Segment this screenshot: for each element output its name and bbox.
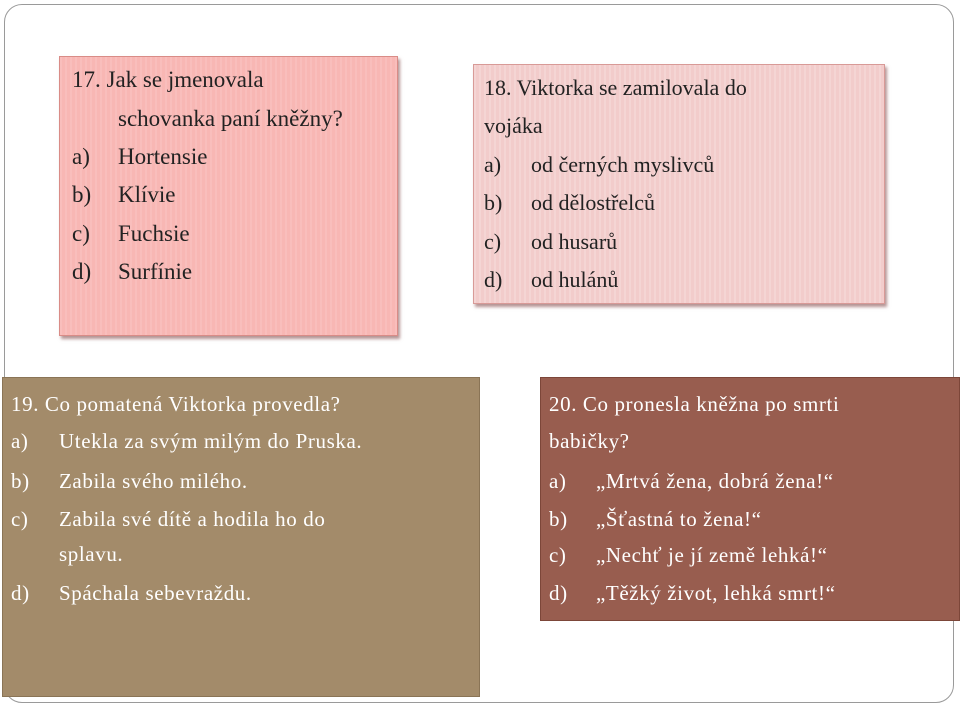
option-letter: a) [72,144,90,169]
option-text: Zabila svého milého. [59,469,248,493]
question-17-line-2: schovanka paní kněžny? [118,106,343,131]
option-letter: c) [484,229,502,254]
option-letter: b) [549,507,568,531]
option-letter: a) [484,152,502,177]
option-letter: c) [549,543,567,567]
option-letter: d) [11,581,30,605]
option-text: „Mrtvá žena, dobrá žena!“ [596,469,834,493]
question-card-19 [2,377,480,697]
option-letter: d) [484,267,503,292]
option-text: Surfínie [118,259,193,284]
question-17-line-1: 17. Jak se jmenovala [72,67,264,92]
option-letter: b) [72,182,92,207]
question-20-line-1: 20. Co pronesla kněžna po smrti [549,392,840,416]
option-text: od husarů [531,229,618,254]
option-letter: a) [549,469,567,493]
option-text: splavu. [59,542,124,566]
option-letter: d) [72,259,92,284]
option-text: Hortensie [118,144,208,169]
option-text: Zabila své dítě a hodila ho do [59,507,326,531]
option-text: Klívie [118,182,176,207]
option-text: Utekla za svým milým do Pruska. [59,429,363,453]
option-text: od hulánů [531,267,619,292]
question-18-line-1: 18. Viktorka se zamilovala do [484,75,747,100]
question-card-20 [540,377,960,621]
option-text: Fuchsie [118,221,190,246]
option-text: „Nechť je jí země lehká!“ [596,543,828,567]
option-letter: d) [549,581,568,605]
option-letter: c) [72,221,90,246]
option-text: od černých myslivců [531,152,715,177]
option-letter: b) [484,190,503,215]
option-text: Spáchala sebevraždu. [59,581,252,605]
question-card-17 [59,56,398,336]
question-20-line-2: babičky? [549,429,630,453]
question-card-18 [473,64,885,304]
option-text: od dělostřelců [531,190,656,215]
option-letter: c) [11,507,29,531]
question-19-line-1: 19. Co pomatená Viktorka provedla? [11,392,341,416]
option-text: „Šťastná to žena!“ [596,507,762,531]
question-18-line-2: vojáka [484,113,543,138]
option-text: „Těžký život, lehká smrt!“ [596,581,836,605]
option-letter: b) [11,469,30,493]
option-letter: a) [11,429,29,453]
